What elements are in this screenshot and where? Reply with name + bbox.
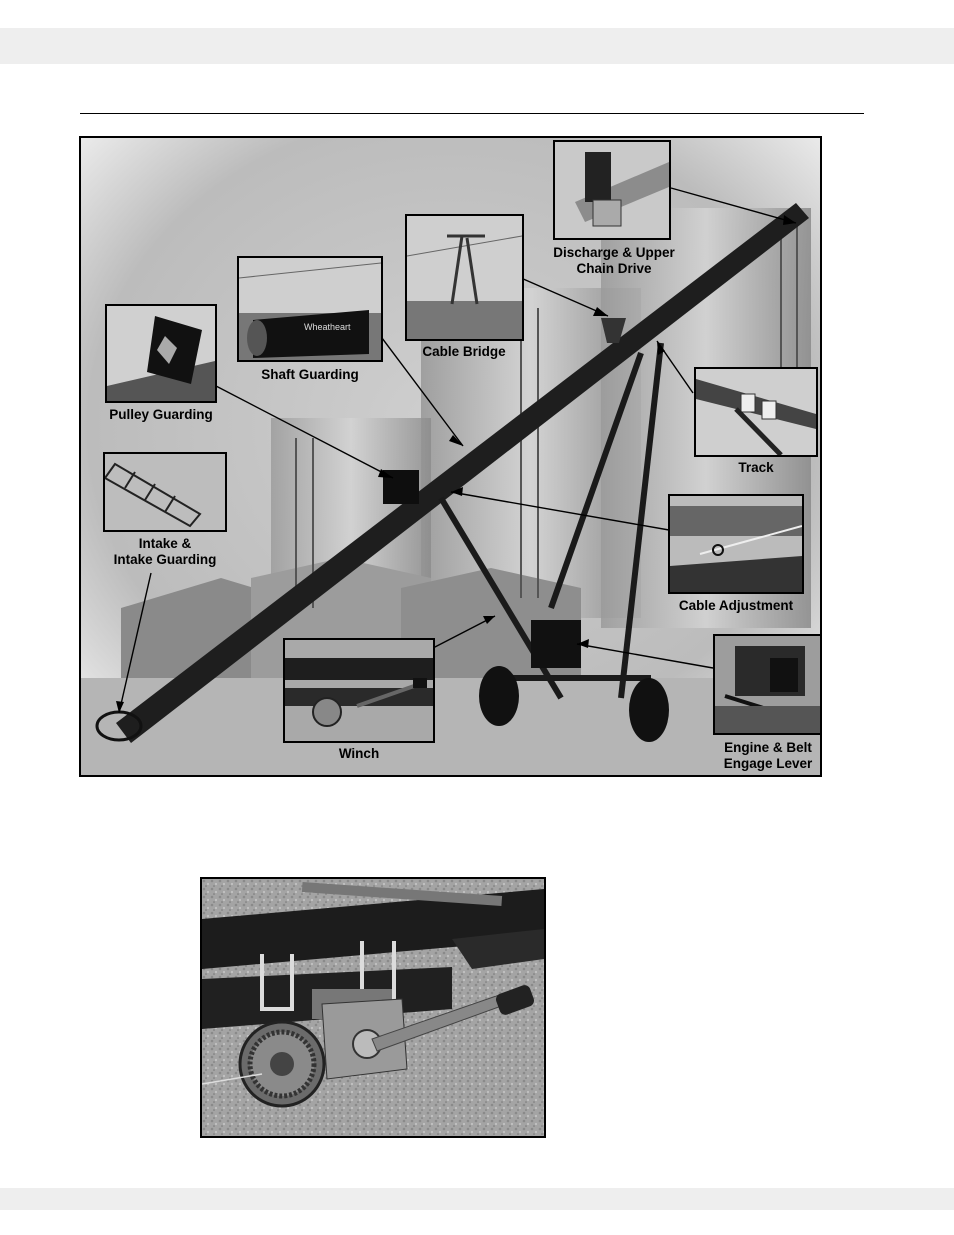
winch-closeup-illustration xyxy=(202,879,544,1136)
callout-discharge-label: Discharge & Upper Chain Drive xyxy=(553,245,675,276)
discharge-inset-photo xyxy=(553,140,671,240)
pulley-guarding-inset-photo xyxy=(105,304,217,403)
callout-pulley-guarding-label: Pulley Guarding xyxy=(109,407,213,422)
header-band xyxy=(0,28,954,64)
callout-winch-label: Winch xyxy=(338,746,380,761)
winch-inset-photo xyxy=(283,638,435,743)
callout-track-label: Track xyxy=(738,460,774,475)
footer-band xyxy=(0,1188,954,1210)
engine-inset-photo xyxy=(713,634,822,735)
cable-adjustment-inset-photo xyxy=(668,494,804,594)
auger-overview-figure xyxy=(79,136,822,777)
track-inset-photo xyxy=(694,367,818,457)
winch-detail-photo xyxy=(200,877,546,1138)
header-rule xyxy=(80,113,864,114)
callout-engine-label: Engine & Belt Engage Lever xyxy=(723,740,813,771)
callout-intake-label: Intake & Intake Guarding xyxy=(113,536,217,567)
cable-bridge-inset-photo xyxy=(405,214,524,341)
callout-cable-adjustment-label: Cable Adjustment xyxy=(678,598,794,613)
shaft-guarding-inset-photo xyxy=(237,256,383,362)
callout-shaft-guarding-label: Shaft Guarding xyxy=(261,367,359,382)
intake-inset-photo xyxy=(103,452,227,532)
shaft-decal-text: Wheatheart xyxy=(304,322,351,332)
callout-cable-bridge-label: Cable Bridge xyxy=(422,344,506,359)
